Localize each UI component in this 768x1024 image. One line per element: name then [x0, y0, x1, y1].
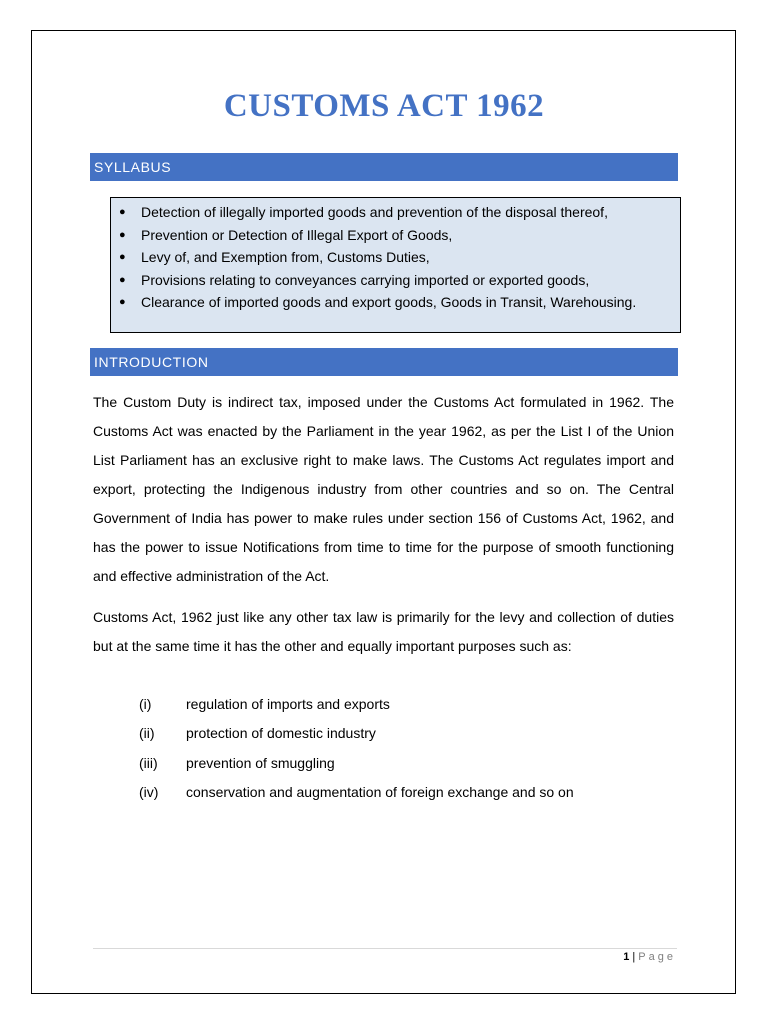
- list-number: (iv): [139, 783, 159, 800]
- list-item: [117, 246, 672, 269]
- list-item: [139, 719, 574, 748]
- purpose-list: [139, 690, 574, 807]
- syllabus-heading: SYLLABUS: [90, 153, 678, 181]
- bullet-icon: ●: [119, 251, 126, 264]
- list-item-text: regulation of imports and exports: [186, 696, 390, 712]
- list-item-text: Detection of illegally imported goods and prevention of the disposal thereof,: [141, 204, 608, 220]
- list-item-text: Provisions relating to conveyances carrying imported or exported goods,: [141, 271, 590, 288]
- page-number: 1: [623, 951, 630, 963]
- bullet-icon: ●: [119, 273, 126, 286]
- list-item: [117, 224, 672, 247]
- list-number: (i): [139, 696, 152, 712]
- list-item: [139, 690, 574, 719]
- footer-separator: |: [629, 951, 639, 963]
- list-item-text: Levy of, and Exemption from, Customs Duties,: [141, 249, 430, 266]
- list-item: [117, 269, 672, 292]
- syllabus-list: [117, 201, 672, 314]
- list-item-text: protection of domestic industry: [186, 725, 376, 742]
- bullet-icon: ●: [119, 206, 126, 218]
- list-item-text: prevention of smuggling: [186, 754, 335, 771]
- bullet-icon: ●: [119, 296, 126, 309]
- bullet-icon: ●: [119, 228, 126, 241]
- list-number: (ii): [139, 725, 155, 742]
- footer-divider: [93, 948, 677, 949]
- list-item-text: Prevention or Detection of Illegal Export of Goods,: [141, 226, 453, 243]
- document-title: CUSTOMS ACT 1962: [223, 88, 545, 124]
- page-label: Page: [638, 951, 676, 963]
- list-item-text: conservation and augmentation of foreign exchange and so on: [186, 783, 574, 800]
- introduction-heading: INTRODUCTION: [90, 348, 678, 376]
- introduction-paragraph-1: The Custom Duty is indirect tax, imposed under the Customs Act formulated in 1962. The Customs Act was enacted by the Parliament in the year 1962, as per the List I of the Union List Parliament has an exclusive right to make laws. The Customs Act regulates import and export, protecting the Indigenous industry from other countries and so on. The Central Government of India has power to make rules under section 156 of Customs Act, 1962, and has the power to issue Notifications from time to time for the purpose of smooth functioning and effective administration of the Act.: [93, 394, 674, 584]
- page-footer: [623, 951, 676, 963]
- list-number: (iii): [139, 754, 158, 771]
- list-item: [139, 749, 574, 778]
- list-item: [117, 291, 672, 314]
- introduction-paragraph-2: Customs Act, 1962 just like any other tax law is primarily for the levy and collection of duties but at the same time it has the other and equally important purposes such as:: [93, 609, 674, 654]
- list-item: [117, 201, 672, 224]
- list-item: [139, 778, 574, 807]
- syllabus-box: [110, 197, 681, 333]
- list-item-text: Clearance of imported goods and export goods, Goods in Transit, Warehousing.: [141, 294, 637, 311]
